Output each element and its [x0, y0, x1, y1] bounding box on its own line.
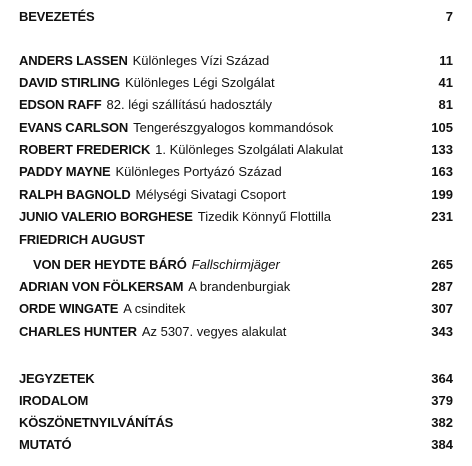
chapter-name-line1: FRIEDRICH AUGUST — [19, 232, 145, 247]
toc-entry-chapter-line1 — [19, 229, 453, 251]
backmatter-title: KÖSZÖNETNYILVÁNÍTÁS — [19, 415, 174, 430]
table-of-contents — [19, 0, 453, 466]
backmatter-page: 364 — [431, 371, 453, 386]
chapter-subtitle: A brandenburgiak — [188, 279, 291, 294]
chapter-subtitle: Tengerészgyalogos kommandósok — [133, 120, 334, 135]
intro-title: BEVEZETÉS — [19, 9, 95, 24]
chapter-page: 231 — [431, 209, 453, 224]
chapter-subtitle: Különleges Portyázó Század — [115, 164, 282, 179]
chapter-page: 307 — [431, 301, 453, 316]
chapter-subtitle: Különleges Vízi Század — [132, 53, 270, 68]
chapter-page: 105 — [431, 120, 453, 135]
chapter-name: ROBERT FREDERICK — [19, 142, 151, 157]
chapter-name: JUNIO VALERIO BORGHESE — [19, 209, 193, 224]
chapter-page: 41 — [438, 75, 453, 90]
chapter-name: RALPH BAGNOLD — [19, 187, 131, 202]
chapter-page: 163 — [431, 164, 453, 179]
chapter-page: 265 — [431, 257, 453, 272]
toc-entry-chapter — [19, 206, 453, 228]
toc-entry-backmatter — [19, 390, 453, 412]
chapter-page: 287 — [431, 279, 453, 294]
backmatter-title: MUTATÓ — [19, 437, 72, 452]
chapter-name: EDSON RAFF — [19, 97, 102, 112]
toc-entry-backmatter — [19, 434, 453, 456]
chapter-name: ANDERS LASSEN — [19, 53, 128, 68]
chapter-subtitle: A csinditek — [123, 301, 186, 316]
toc-entry-chapter — [19, 117, 453, 139]
chapter-page: 133 — [431, 142, 453, 157]
toc-entry-chapter — [19, 72, 453, 94]
chapter-page: 199 — [431, 187, 453, 202]
toc-entry-backmatter — [19, 412, 453, 434]
toc-entry-chapter-line2 — [19, 254, 453, 276]
chapter-subtitle: 1. Különleges Szolgálati Alakulat — [155, 142, 344, 157]
chapter-name: CHARLES HUNTER — [19, 324, 137, 339]
toc-entry-chapter — [19, 139, 453, 161]
chapter-name: PADDY MAYNE — [19, 164, 111, 179]
backmatter-title: IRODALOM — [19, 393, 89, 408]
toc-entry-backmatter — [19, 368, 453, 390]
backmatter-title: JEGYZETEK — [19, 371, 95, 386]
backmatter-page: 382 — [431, 415, 453, 430]
toc-entry-chapter — [19, 94, 453, 116]
chapter-subtitle: Különleges Légi Szolgálat — [124, 75, 275, 90]
chapter-page: 81 — [438, 97, 453, 112]
chapter-name-line2: VON DER HEYDTE BÁRÓ — [33, 257, 187, 272]
backmatter-page: 384 — [431, 437, 453, 452]
toc-entry-chapter — [19, 50, 453, 72]
chapter-page: 343 — [431, 324, 453, 339]
chapter-name: ADRIAN VON FÖLKERSAM — [19, 279, 184, 294]
chapter-subtitle: 82. légi szállítású hadosztály — [106, 97, 272, 112]
chapter-name: ORDE WINGATE — [19, 301, 119, 316]
chapter-subtitle: Az 5307. vegyes alakulat — [141, 324, 287, 339]
toc-entry-chapter — [19, 321, 453, 343]
chapter-subtitle: Mélységi Sivatagi Csoport — [135, 187, 286, 202]
toc-entry-chapter — [19, 298, 453, 320]
toc-entry-chapter — [19, 276, 453, 298]
chapter-subtitle: Fallschirmjäger — [191, 257, 280, 272]
backmatter-page: 379 — [431, 393, 453, 408]
chapter-name: EVANS CARLSON — [19, 120, 129, 135]
chapter-subtitle: Tizedik Könnyű Flottilla — [197, 209, 331, 224]
toc-entry-chapter — [19, 184, 453, 206]
intro-page: 7 — [445, 9, 453, 24]
toc-entry-chapter — [19, 161, 453, 183]
chapter-page: 11 — [439, 53, 453, 68]
chapter-name: DAVID STIRLING — [19, 75, 120, 90]
toc-entry-intro — [19, 6, 453, 28]
